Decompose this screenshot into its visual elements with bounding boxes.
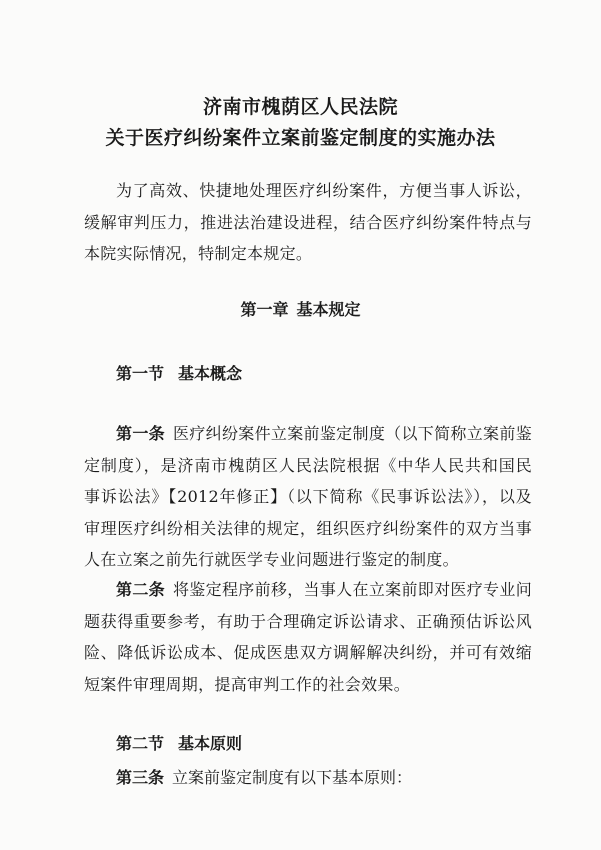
article2-text: 将鉴定程序前移，当事人在立案前即对医疗专业问题获得重要参考，有助于合理确定诉讼请求、正确预估诉讼风险、降低诉讼成本、促成医患双方调解解决纠纷，并可有效缩短案件审理周期，提高审判工作的社会效果。 <box>84 580 532 694</box>
document-title-line2: 关于医疗纠纷案件立案前鉴定制度的实施办法 <box>105 127 496 149</box>
chapter-heading <box>0 297 601 320</box>
section-heading-1 <box>116 361 242 384</box>
chapter-number: 第一章 <box>240 300 289 319</box>
section1-name: 基本概念 <box>178 364 243 383</box>
article-1 <box>84 418 532 576</box>
chapter-name: 基本规定 <box>296 300 361 319</box>
section-heading-2 <box>116 731 242 754</box>
document-title-line1: 济南市槐荫区人民法院 <box>202 96 398 118</box>
article3-label: 第三条 <box>116 768 165 787</box>
section1-number: 第一节 <box>116 364 165 383</box>
section2-name: 基本原则 <box>178 734 243 753</box>
article3-text: 立案前鉴定制度有以下基本原则： <box>172 768 413 787</box>
article-2 <box>84 574 532 700</box>
article1-label: 第一条 <box>116 424 165 443</box>
article2-label: 第二条 <box>116 580 165 599</box>
article1-text: 医疗纠纷案件立案前鉴定制度（以下简称立案前鉴定制度），是济南市槐荫区人民法院根据《中华人民共和国民事诉讼法》【2012年修正】（以下简称《民事诉讼法》），以及审理医疗纠纷相关法律的规定，组织医疗纠纷案件的双方当事人在立案之前先行就医学专业问题进行鉴定的制度。 <box>84 424 532 569</box>
article-3 <box>116 762 412 794</box>
intro-paragraph: 为了高效、快捷地处理医疗纠纷案件，方便当事人诉讼，缓解审判压力，推进法治建设进程，结合医疗纠纷案件特点与本院实际情况，特制定本规定。 <box>84 181 532 263</box>
section2-number: 第二节 <box>116 734 165 753</box>
